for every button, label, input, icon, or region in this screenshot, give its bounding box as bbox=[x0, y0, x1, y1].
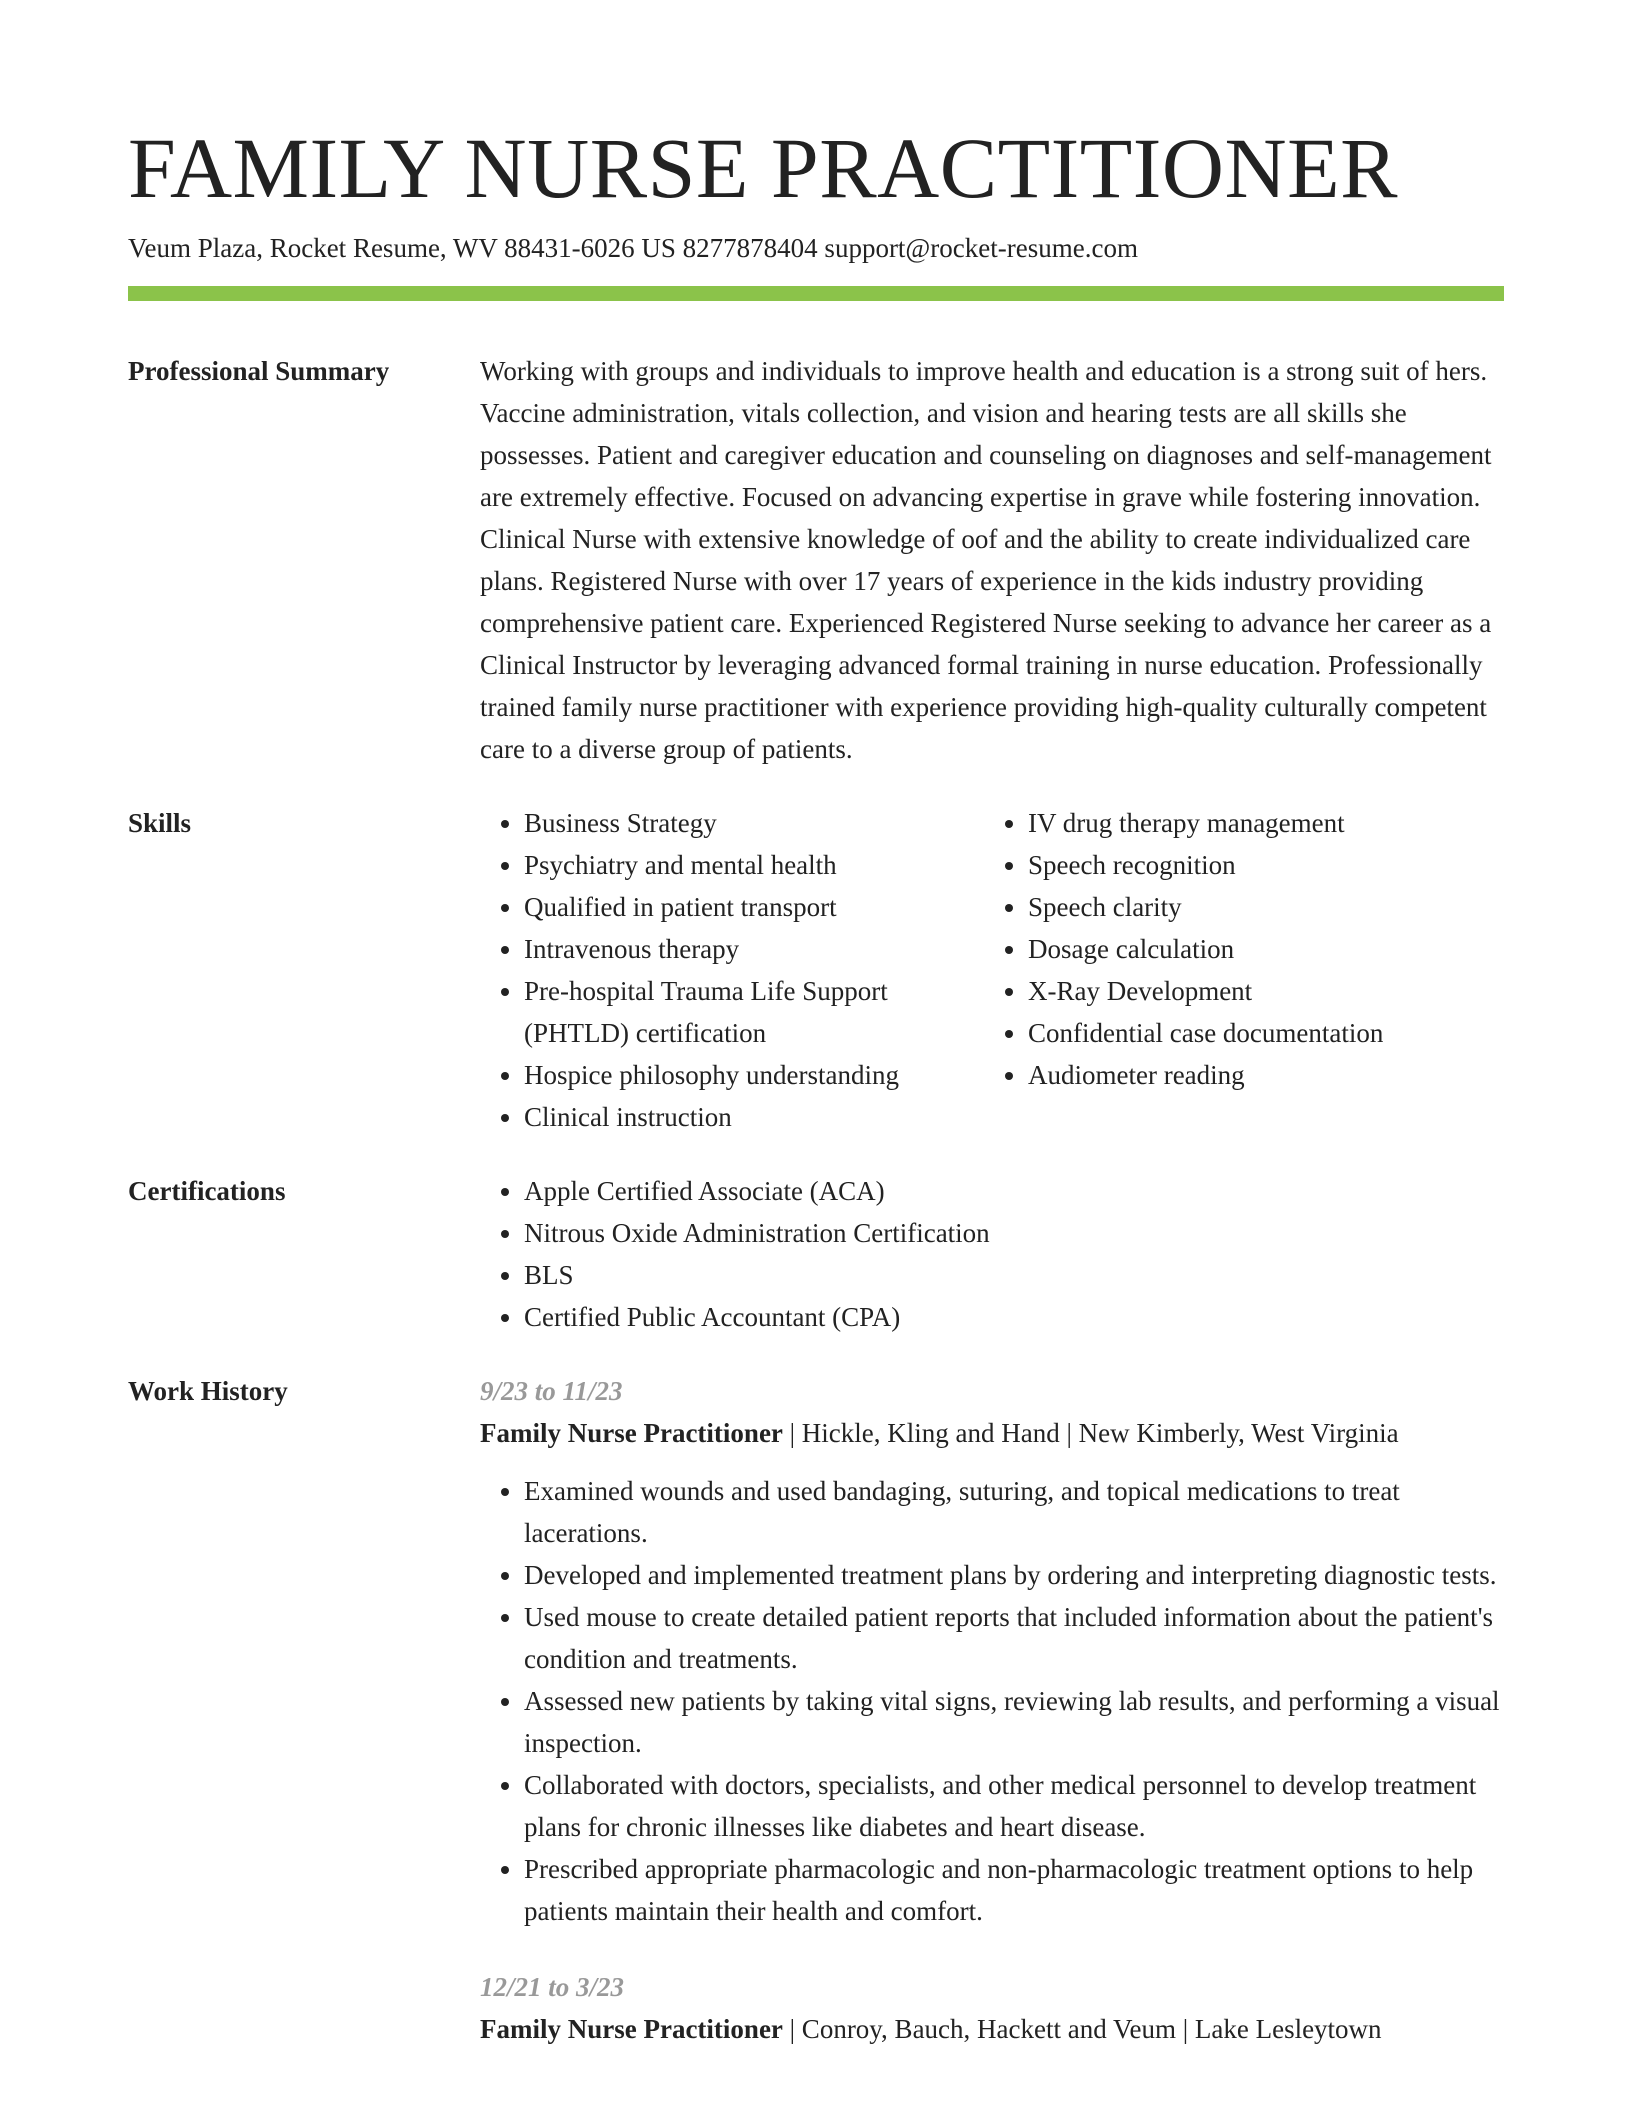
job-bullet: • Collaborated with doctors, specialists, and other medical personnel to develop treatment plans for chronic illnesses like diabetes and heart disease. bbox=[524, 1764, 1504, 1848]
skills-list-right bbox=[984, 802, 1488, 1096]
skill-item: • IV drug therapy management bbox=[1028, 802, 1488, 844]
work-history-section bbox=[128, 1370, 1504, 2066]
job-bullet: • Used mouse to create detailed patient reports that included information about the patient's condition and treatments. bbox=[524, 1596, 1504, 1680]
skill-item: • Pre-hospital Trauma Life Support (PHTLD) certification bbox=[524, 970, 984, 1054]
skill-item: • Confidential case documentation bbox=[1028, 1012, 1488, 1054]
skill-item: • Hospice philosophy understanding bbox=[524, 1054, 984, 1096]
skill-item: • Clinical instruction bbox=[524, 1096, 984, 1138]
skill-item: • Speech recognition bbox=[1028, 844, 1488, 886]
skill-item: • Intravenous therapy bbox=[524, 928, 984, 970]
certifications-body bbox=[480, 1170, 1504, 1338]
job-bullets bbox=[480, 1470, 1504, 1932]
skills-column-right bbox=[984, 802, 1488, 1138]
work-history-body bbox=[480, 1370, 1504, 2066]
skills-column-left bbox=[480, 802, 984, 1138]
certifications-list bbox=[480, 1170, 1504, 1338]
work-history-label: Work History bbox=[128, 1376, 288, 1406]
skills-columns bbox=[480, 802, 1504, 1138]
certifications-section bbox=[128, 1170, 1504, 1338]
skills-section bbox=[128, 802, 1504, 1138]
contact-line: Veum Plaza, Rocket Resume, WV 88431-6026 US 8277878404 support@rocket-resume.com bbox=[128, 233, 1138, 263]
job-bullet: • Assessed new patients by taking vital signs, reviewing lab results, and performing a visual inspection. bbox=[524, 1680, 1504, 1764]
job-dates: 9/23 to 11/23 bbox=[480, 1376, 623, 1406]
skill-item: • Psychiatry and mental health bbox=[524, 844, 984, 886]
job-entry bbox=[480, 1370, 1504, 1932]
job-title: Family Nurse Practitioner bbox=[480, 2014, 783, 2044]
skill-item: • Business Strategy bbox=[524, 802, 984, 844]
job-bullet: • Developed and implemented treatment plans by ordering and interpreting diagnostic tests. bbox=[524, 1554, 1504, 1596]
summary-body bbox=[480, 350, 1504, 770]
skills-list-left bbox=[480, 802, 984, 1138]
summary-text: Working with groups and individuals to improve health and education is a strong suit of hers. Vaccine administration, vitals collection, and vision and hearing tests are all skills she possesses. Patient and caregiver education and counseling on diagnoses and self-management are extremely effective. Focused on advancing expertise in grave while fostering innovation. Clinical Nurse with extensive knowledge of oof and the ability to create individualized care plans. Registered Nurse with over 17 years of experience in the kids industry providing comprehensive patient care. Experienced Registered Nurse seeking to advance her career as a Clinical Instructor by leveraging advanced formal training in nurse education. Professionally trained family nurse practitioner with experience providing high-quality culturally competent care to a diverse group of patients. bbox=[480, 356, 1492, 764]
job-details: | Hickle, Kling and Hand | New Kimberly, West Virginia bbox=[782, 1418, 1399, 1448]
accent-divider bbox=[128, 286, 1504, 301]
certification-item: • BLS bbox=[524, 1254, 1504, 1296]
summary-label: Professional Summary bbox=[128, 356, 390, 386]
job-bullet: • Prescribed appropriate pharmacologic and non-pharmacologic treatment options to help patients maintain their health and comfort. bbox=[524, 1848, 1504, 1932]
certification-item: • Nitrous Oxide Administration Certification bbox=[524, 1212, 1504, 1254]
skills-label: Skills bbox=[128, 808, 192, 838]
job-entry bbox=[480, 1966, 1504, 2050]
job-heading bbox=[480, 1412, 1504, 1454]
skill-item: • Speech clarity bbox=[1028, 886, 1488, 928]
certification-item: • Apple Certified Associate (ACA) bbox=[524, 1170, 1504, 1212]
skill-item: • Qualified in patient transport bbox=[524, 886, 984, 928]
resume-title: FAMILY NURSE PRACTITIONER bbox=[128, 120, 1399, 216]
certification-item: • Certified Public Accountant (CPA) bbox=[524, 1296, 1504, 1338]
skill-item: • X-Ray Development bbox=[1028, 970, 1488, 1012]
job-dates: 12/21 to 3/23 bbox=[480, 1972, 625, 2002]
skills-body bbox=[480, 802, 1504, 1138]
job-details: | Conroy, Bauch, Hackett and Veum | Lake Lesleytown bbox=[782, 2014, 1382, 2044]
job-bullet: • Examined wounds and used bandaging, suturing, and topical medications to treat lacerations. bbox=[524, 1470, 1504, 1554]
resume-content bbox=[128, 350, 1504, 2098]
job-heading bbox=[480, 2008, 1504, 2050]
certifications-label: Certifications bbox=[128, 1176, 286, 1206]
job-title: Family Nurse Practitioner bbox=[480, 1418, 783, 1448]
summary-section bbox=[128, 350, 1504, 770]
skill-item: • Audiometer reading bbox=[1028, 1054, 1488, 1096]
skill-item: • Dosage calculation bbox=[1028, 928, 1488, 970]
